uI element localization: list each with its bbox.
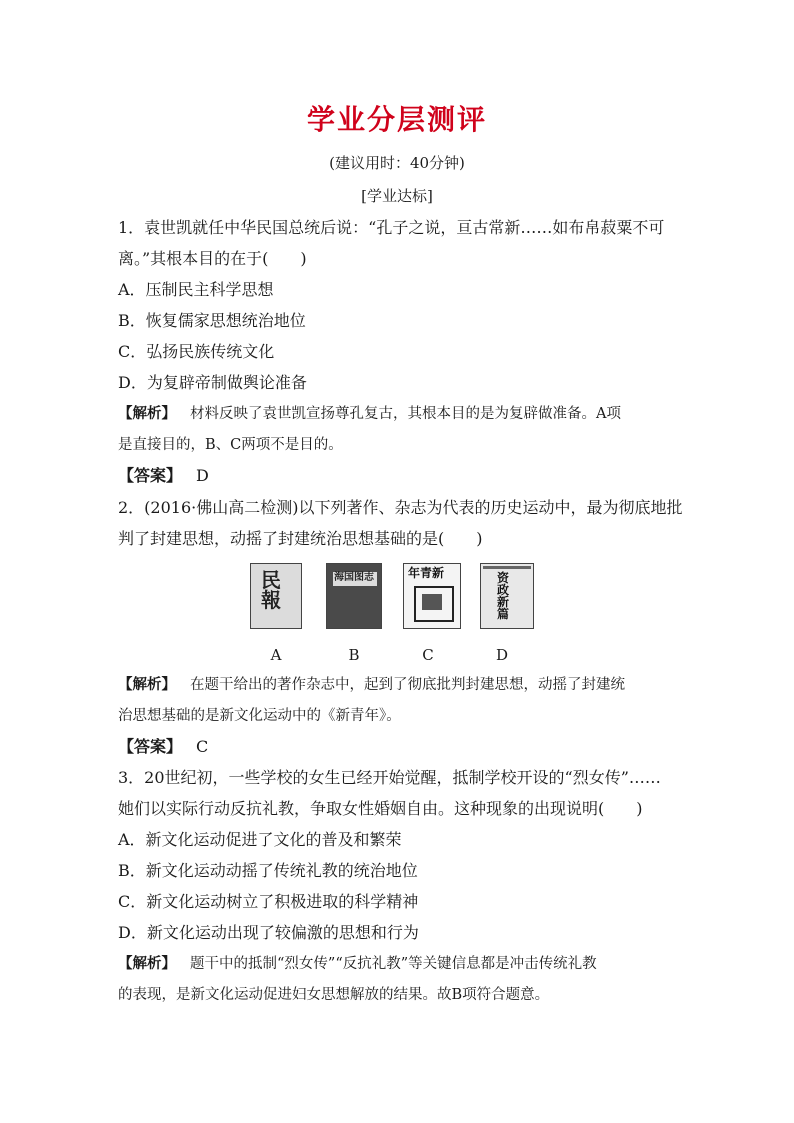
q3-analysis-text: 题干中的抵制“烈女传”“反抗礼教”等关键信息都是冲击传统礼教 (190, 956, 597, 972)
q2-figure-row (250, 563, 550, 633)
q1-option-b: B．恢复儒家思想统治地位 (118, 311, 306, 330)
q1-analysis-line-1 (118, 404, 621, 424)
figure-label-c: C (422, 646, 434, 664)
analysis-label: 【解析】 (118, 955, 176, 972)
figure-label-d: D (495, 646, 509, 664)
q3-option-c: C．新文化运动树立了积极进取的科学精神 (118, 892, 419, 911)
q2-analysis-line-1 (118, 675, 625, 695)
q3-option-a: A．新文化运动促进了文化的普及和繁荣 (118, 830, 402, 849)
q3-option-d: D．新文化运动出现了较偏激的思想和行为 (118, 923, 419, 942)
q2-analysis-text: 在题干给出的著作杂志中，起到了彻底批判封建思想，动摇了封建统 (190, 677, 625, 693)
q1-option-c: C．弘扬民族传统文化 (118, 342, 275, 361)
section-heading: [学业达标] (361, 187, 433, 205)
figure-b-haiguo-tuzhi-cover (326, 563, 382, 629)
q1-answer-value: D (196, 466, 209, 485)
q2-stem-line-2: 判了封建思想，动摇了封建统治思想基础的是( ) (118, 529, 483, 548)
figure-label-a: A (270, 646, 282, 664)
q3-analysis-line-1 (118, 954, 597, 974)
q2-answer-value: C (196, 737, 209, 756)
q3-stem-line-1: 3．20世纪初，一些学校的女生已经开始觉醒，抵制学校开设的“烈女传”…… (118, 768, 661, 787)
q2-analysis-line-2: 治思想基础的是新文化运动中的《新青年》。 (118, 708, 401, 724)
figure-a-min-bao-cover (250, 563, 302, 629)
q2-stem-line-1: 2．(2016·佛山高二检测)以下列著作、杂志为代表的历史运动中，最为彻底地批 (118, 498, 683, 517)
q3-stem-line-2: 她们以实际行动反抗礼教，争取女性婚姻自由。这种现象的出现说明( ) (118, 799, 643, 818)
page-title: 学业分层测评 (306, 103, 487, 136)
figure-d-caption: 资政新篇 (497, 571, 510, 621)
analysis-label: 【解析】 (118, 405, 176, 422)
q1-analysis-line-2: 是直接目的，B、C两项不是目的。 (118, 437, 343, 453)
answer-label: 【答案】 (118, 737, 183, 756)
answer-label: 【答案】 (118, 466, 183, 485)
q1-analysis-text: 材料反映了袁世凯宣扬尊孔复古，其根本目的是为复辟做准备。A项 (190, 406, 621, 422)
analysis-label: 【解析】 (118, 676, 176, 693)
q1-stem-line-2: 离。”其根本目的在于( ) (118, 249, 307, 268)
q3-analysis-line-2: 的表现，是新文化运动促进妇女思想解放的结果。故B项符合题意。 (118, 987, 550, 1003)
q1-stem-line-1: 1．袁世凯就任中华民国总统后说：“孔子之说，亘古常新……如布帛菽粟不可 (118, 218, 665, 237)
figure-label-b: B (348, 646, 360, 664)
time-note: (建议用时：40分钟) (329, 154, 465, 172)
q1-option-a: A．压制民主科学思想 (118, 280, 274, 299)
figure-c-xin-qingnian-cover (403, 563, 461, 629)
q2-answer (118, 737, 208, 757)
figure-b-caption: 海国图志 (334, 572, 374, 583)
figure-d-zizheng-xinpian-cover (480, 563, 534, 629)
figure-a-caption: 民報 (261, 568, 281, 612)
q1-option-d: D．为复辟帝制做舆论准备 (118, 373, 307, 392)
q1-answer (118, 466, 209, 486)
q3-option-b: B．新文化运动动摇了传统礼教的统治地位 (118, 861, 418, 880)
figure-c-caption: 年青新 (408, 566, 445, 580)
